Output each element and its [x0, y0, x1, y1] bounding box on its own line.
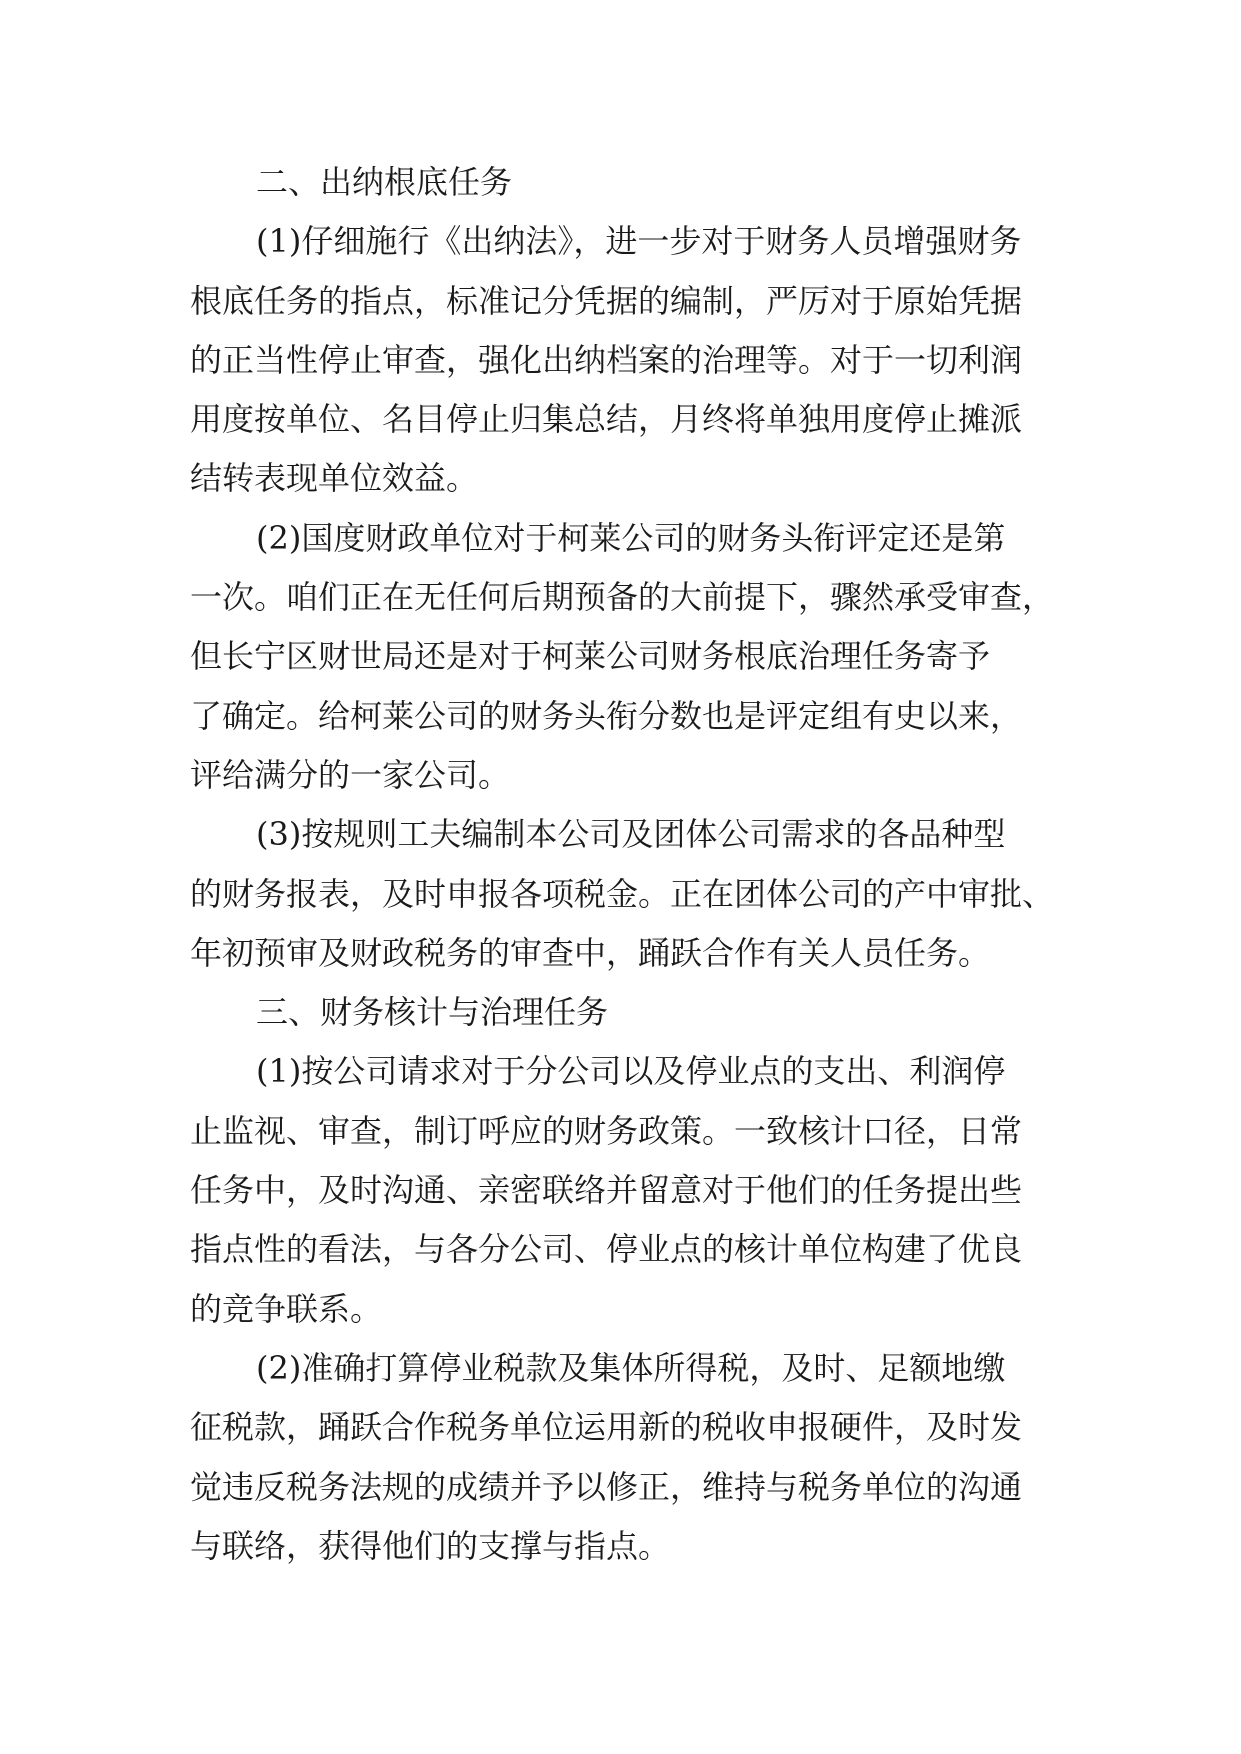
paragraph-line: (1)按公司请求对于分公司以及停业点的支出、利润停 [256, 1052, 1006, 1091]
paragraph-line: 止监视、审查，制订呼应的财务政策。一致核计口径，日常 [190, 1111, 1023, 1150]
paragraph-line: (1)仔细施行《出纳法》，进一步对于财务人员增强财务 [256, 222, 1022, 261]
paragraph-line: 评给满分的一家公司。 [190, 755, 511, 794]
section-heading: 二、出纳根底任务 [256, 163, 513, 201]
paragraph-line: 了确定。给柯莱公司的财务头衔分数也是评定组有史以来， [190, 696, 1023, 735]
paragraph-line: 觉违反税务法规的成绩并予以修正，维持与税务单位的沟通 [190, 1467, 1023, 1506]
paragraph-line: (2)准确打算停业税款及集体所得税，及时、足额地缴 [256, 1348, 1006, 1387]
paragraph-line: (2)国度财政单位对于柯莱公司的财务头衔评定还是第 [256, 518, 1006, 557]
paragraph-line: 与联络，获得他们的支撑与指点。 [190, 1526, 671, 1565]
section-heading: 三、财务核计与治理任务 [256, 993, 609, 1032]
paragraph-line: 但长宁区财世局还是对于柯莱公司财务根底治理任务寄予 [190, 637, 991, 676]
paragraph-line: (3)按规则工夫编制本公司及团体公司需求的各品种型 [256, 815, 1006, 854]
paragraph-line: 年初预审及财政税务的审查中，踊跃合作有关人员任务。 [190, 933, 991, 972]
paragraph-line: 结转表现单位效益。 [190, 459, 479, 498]
paragraph-line: 根底任务的指点，标准记分凭据的编制，严厉对于原始凭据 [190, 281, 1023, 320]
paragraph-line: 指点性的看法，与各分公司、停业点的核计单位构建了优良 [190, 1230, 1023, 1269]
paragraph-line: 一次。咱们正在无任何后期预备的大前提下，骤然承受审查， [190, 578, 1055, 617]
paragraph-line: 用度按单位、名目停止归集总结，月终将单独用度停止摊派 [190, 400, 1023, 439]
paragraph-line: 的竞争联系。 [190, 1289, 383, 1328]
paragraph-line: 的正当性停止审查，强化出纳档案的治理等。对于一切利润 [190, 340, 1023, 379]
paragraph-line: 任务中，及时沟通、亲密联络并留意对于他们的任务提出些 [190, 1171, 1023, 1210]
paragraph-line: 征税款，踊跃合作税务单位运用新的税收申报硬件，及时发 [190, 1408, 1023, 1447]
paragraph-line: 的财务报表，及时申报各项税金。正在团体公司的产中审批、 [190, 874, 1055, 913]
document-body [190, 153, 1060, 1576]
